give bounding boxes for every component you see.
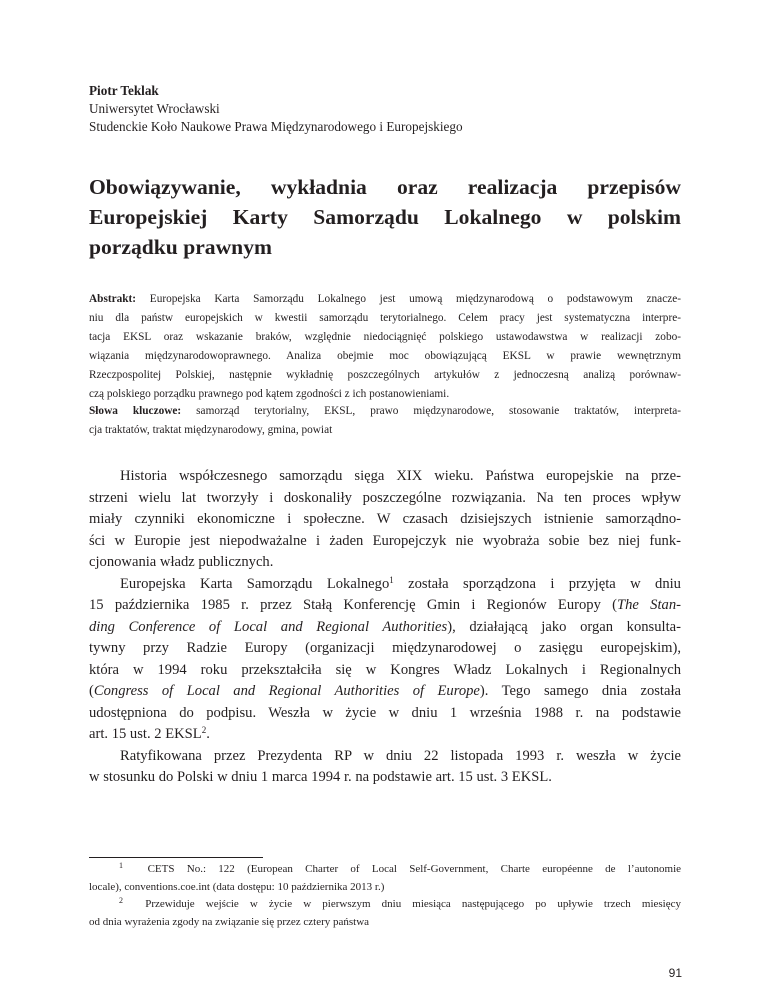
body-line: w stosunku do Polski w dniu 1 marca 1994 r. na podstawie art. 15 ust. 3 EKSL. xyxy=(89,769,552,785)
title-line: Europejskiej Karty Samorządu Lokalnego w polskim xyxy=(89,205,681,229)
body-italic-run: The Stan- xyxy=(617,597,681,613)
author-name: Piotr Teklak xyxy=(89,83,159,98)
body-line xyxy=(89,595,681,617)
author-university: Uniwersytet Wrocławski xyxy=(89,101,220,116)
body-line xyxy=(89,724,681,746)
body-text-run: ( xyxy=(89,683,94,699)
author-circle: Studenckie Koło Naukowe Prawa Międzynarodowego i Europejskiego xyxy=(89,119,463,134)
footnote-mark: 2 xyxy=(119,896,123,905)
keywords-text: samorząd terytorialny, EKSL, prawo międzynarodowe, stosowanie traktatów, interpreta- xyxy=(196,405,681,417)
footnote-text: CETS No.: 122 (European Charter of Local Self-Government, Charte européenne de l’autonomie xyxy=(147,863,682,875)
title-line: porządku prawnym xyxy=(89,235,272,259)
body-line: miały czynniki ekonomiczne i społeczne. W czasach dzisiejszych istnienie samorządno- xyxy=(89,511,681,527)
footnote-ref[interactable]: 1 xyxy=(389,574,394,585)
keywords xyxy=(89,402,681,440)
abstract-line: tacja EKSL oraz wskazanie braków, względnie niedociągnięć polskiego ustawodawstwa w realizacji zobo- xyxy=(89,331,681,343)
body-text-run: ). Tego samego dnia została xyxy=(479,683,681,699)
footnotes xyxy=(89,861,681,931)
page-number: 91 xyxy=(668,966,682,980)
body-text-run: art. 15 ust. 2 EKSL xyxy=(89,726,202,742)
footnote-mark: 1 xyxy=(119,861,123,870)
body-text-run: została sporządzona i przyjęta w dniu xyxy=(393,575,681,592)
abstract-text: Europejska Karta Samorządu Lokalnego jest umową międzynarodową o podstawowym znacze- xyxy=(149,293,681,305)
abstract xyxy=(89,290,681,404)
footnote-line xyxy=(89,861,681,879)
body-line: strzeni wielu lat tworzyły i doskonaliły poszczególne rozwiązania. Na ten proces wpływ xyxy=(89,489,681,506)
body-text-run: . xyxy=(206,726,210,742)
abstract-line: niu dla państw europejskich w kwestii samorządu terytorialnego. Celem pracy jest systematyczna interpre- xyxy=(89,312,681,324)
body-text-run: Europejska Karta Samorządu Lokalnego xyxy=(120,575,390,592)
title-line: Obowiązywanie, wykładnia oraz realizacja przepisów xyxy=(89,175,681,199)
keywords-line xyxy=(89,402,681,421)
body-line: tywny przy Radzie Europy (organizacji międzynarodowej o zasięgu europejskim), xyxy=(89,640,681,656)
author-block xyxy=(89,82,463,136)
footnote-line: od dnia wyrażenia zgody na związanie się przez cztery państwa xyxy=(89,915,370,928)
body-line xyxy=(89,617,681,639)
body-line: Ratyfikowana przez Prezydenta RP w dniu 22 listopada 1993 r. weszła w życie xyxy=(120,747,681,764)
body-line: która w 1994 roku przekształciła się w Kongres Władz Lokalnych i Regionalnych xyxy=(89,661,681,678)
body-line xyxy=(89,574,681,596)
keywords-label: Słowa kluczowe: xyxy=(89,405,182,417)
body-italic-run: Congress of Local and Regional Authorities of Europe xyxy=(93,683,480,699)
body-line: cjonowania władz publicznych. xyxy=(89,554,274,570)
body-line xyxy=(89,681,681,703)
footnote-divider xyxy=(89,857,263,858)
article-title xyxy=(89,172,681,262)
footnote-text: Przewiduje wejście w życie w pierwszym dniu miesiąca następującego po upływie trzech miesięcy xyxy=(145,898,681,910)
body-line: udostępniona do podpisu. Weszła w życie w dniu 1 września 1988 r. na podstawie xyxy=(89,704,681,721)
body-text xyxy=(89,466,681,789)
keywords-line: cja traktatów, traktat międzynarodowy, gmina, powiat xyxy=(89,424,333,436)
abstract-label: Abstrakt: xyxy=(89,293,137,305)
abstract-line: Rzeczpospolitej Polskiej, następnie wykładnię poszczególnych artykułów z jednoczesną analizą porównaw- xyxy=(89,369,681,381)
footnote-line xyxy=(89,896,681,914)
abstract-line: wiązania międzynarodowoprawnego. Analiza obejmie moc obowiązującą EKSL w prawie wewnętrznym xyxy=(89,350,681,362)
body-text-run: 15 października 1985 r. przez Stałą Konferencję Gmin i Regionów Europy ( xyxy=(89,597,618,613)
footnote-ref[interactable]: 2 xyxy=(201,725,207,735)
abstract-line xyxy=(89,290,681,309)
body-text-run: ), działającą jako organ konsulta- xyxy=(447,618,681,635)
body-italic-run: ding Conference of Local and Regional Authorities xyxy=(89,618,448,635)
footnote-line: locale), conventions.coe.int (data dostępu: 10 października 2013 r.) xyxy=(89,880,385,893)
abstract-line: czą polskiego porządku prawnego pod kątem zgodności z ich postanowieniami. xyxy=(89,388,450,400)
body-line: Historia współczesnego samorządu sięga XIX wieku. Państwa europejskie na prze- xyxy=(120,468,681,484)
body-line: ści w Europie jest niepodważalne i żaden Europejczyk nie wyobraża sobie bez niej funk- xyxy=(89,532,681,549)
